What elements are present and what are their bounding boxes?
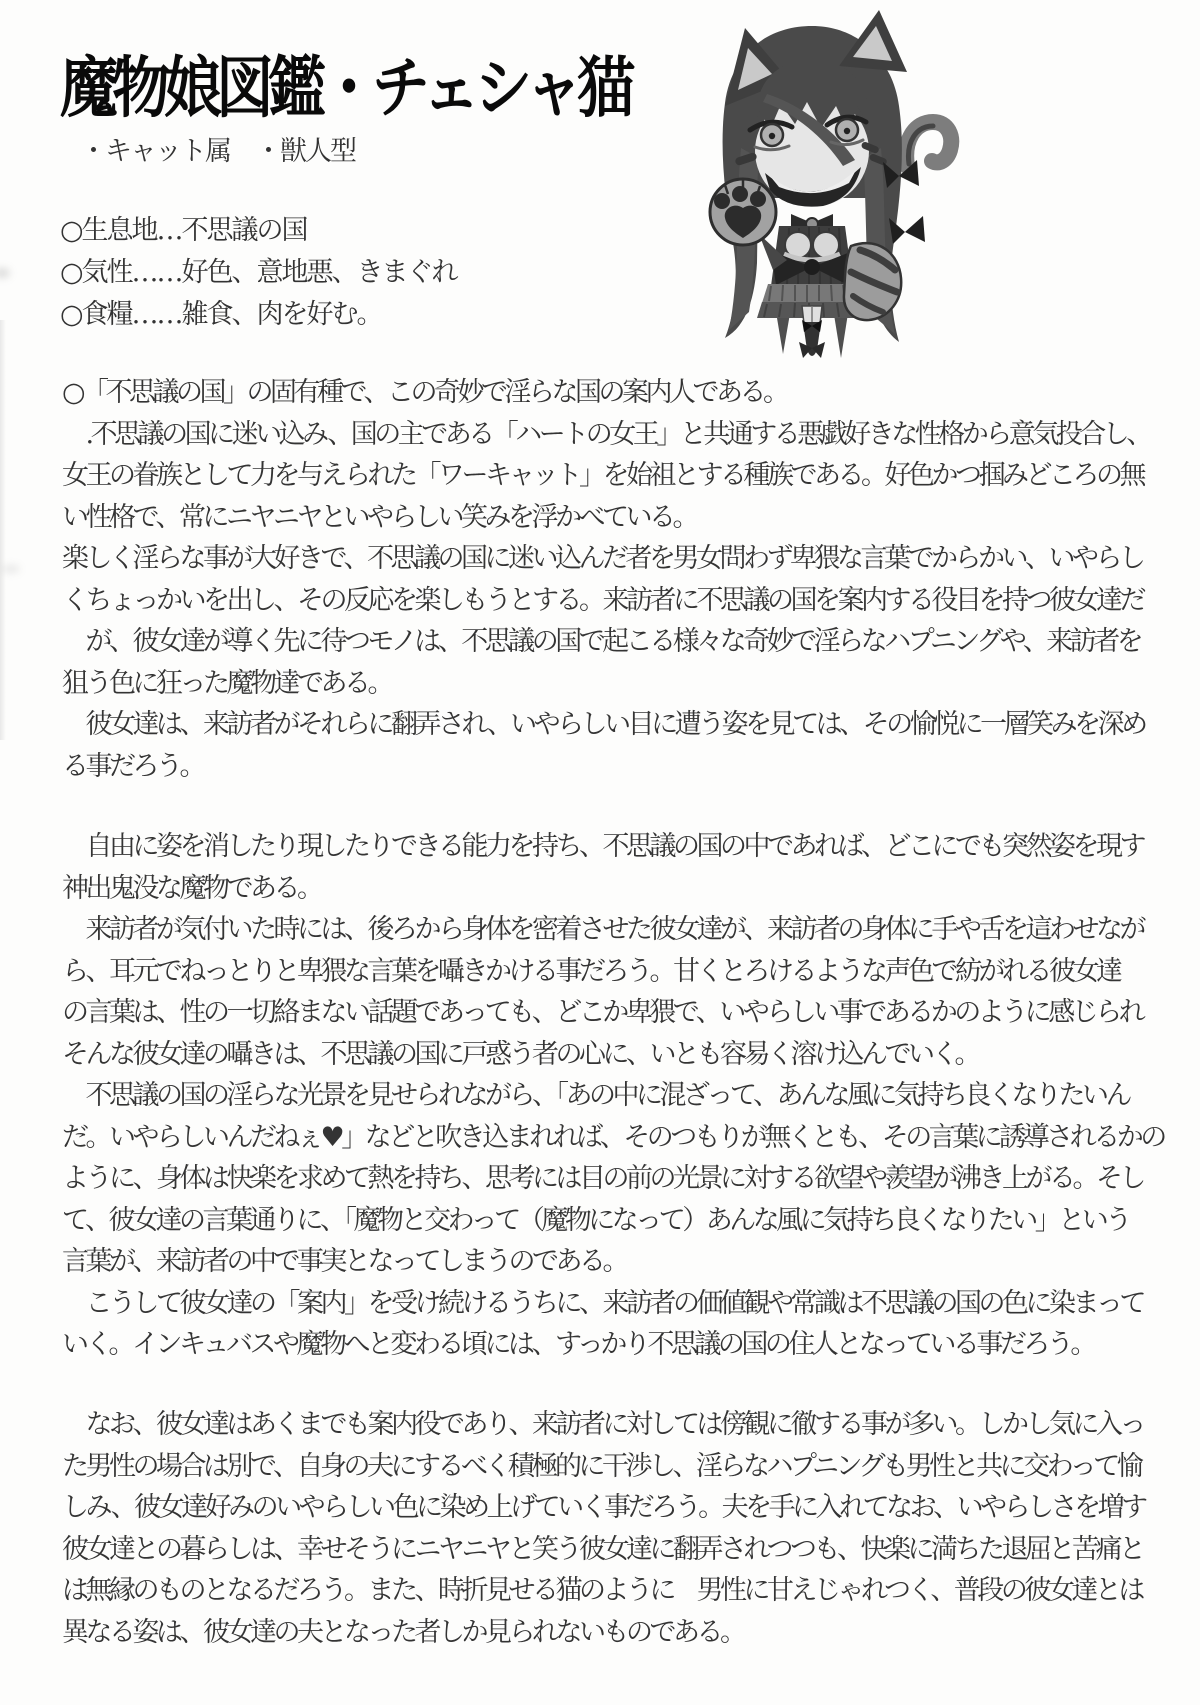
scan-smudge [0,268,10,278]
body-text-line: て、彼女達の言葉通りに、「魔物と交わって（魔物になって）あんな風に気持ち良くなりたい」という [62,1204,1129,1236]
body-text-line: しみ、彼女達好みのいやらしい色に染め上げていく事だろう。夫を手に入れてなお、いやらしさを増す [62,1492,1145,1523]
body-text-line: いく。インキュバスや魔物へと変わる頃には、すっかり不思議の国の住人となっている事だろう。 [62,1329,1094,1360]
body-text-line: くちょっかいを出し、その反応を楽しもうとする。来訪者に不思議の国を案内する役目を持つ彼女達だ [62,584,1143,616]
paragraph-block-relations [62,1404,1145,1653]
body-text-line: だ。いやらしいんだねぇ♥」などと吹き込まれれば、そのつもりが無くとも、その言葉に誘導されるかの [62,1121,1164,1153]
scan-edge-shadow [0,320,6,740]
body-text-line: ら、耳元でねっとりと卑猥な言葉を囁きかける事だろう。甘くとろけるような声色で紡がれる彼女達 [62,955,1120,987]
body-text-line: る事だろう。 [62,750,203,782]
profile-diet: ○食糧……雑食、肉を好む。 [60,299,382,330]
body-text-line: .不思議の国に迷い込み、国の主である「ハートの女王」と共通する悪戯好きな性格から意気投合し、 [62,418,1150,450]
profile-list [60,210,457,336]
page-title: 魔物娘図鑑・チェシャ猫 [60,48,630,127]
profile-habitat: ○生息地…不思議の国 [60,215,307,246]
body-text-line: い性格で、常にニヤニヤといやらしい笑みを浮かべている。 [62,501,696,533]
body-text-line: なお、彼女達はあくまでも案内役であり、来訪者に対しては傍観に徹する事が多い。しかし気に入っ [62,1409,1143,1440]
body-text-line: 楽しく淫らな事が大好きで、不思議の国に迷い込んだ者を男女問わず卑猥な言葉でからかい、いやらし [62,543,1143,574]
cat-tail [906,122,951,166]
legs-boots [799,306,825,358]
body-text-line: ○「不思議の国」の固有種で、この奇妙で淫らな国の案内人である。 [62,377,787,408]
body-text-line: 神出鬼没な魔物である。 [62,872,321,904]
body-text-line: ように、身体は快楽を求めて熱を持ち、思考には目の前の光景に対する欲望や羨望が沸き上がる。そし [62,1163,1143,1194]
body-text-line: 言葉が、来訪者の中で事実となってしまうのである。 [62,1246,626,1277]
cheshire-cat-illustration [655,8,965,368]
body-text-line: 異なる姿は、彼女達の夫となった者しか見られないものである。 [62,1616,744,1648]
body-text-line: た男性の場合は別で、自身の夫にするべく積極的に干渉し、淫らなハプニングも男性と共に交わって愉 [62,1450,1141,1482]
profile-disposition: ○気性……好色、意地悪、きまぐれ [60,257,457,288]
body-text-line: 自由に姿を消したり現したりできる能力を持ち、不思議の国の中であれば、どこにでも突然姿を現す [62,831,1143,862]
body-text-line: こうして彼女達の「案内」を受け続けるうちに、来訪者の価値観や常識は不思議の国の色に染まって [62,1287,1143,1319]
body-text-line: そんな彼女達の囁きは、不思議の国に戸惑う者の心に、いとも容易く溶け込んでいく。 [62,1038,978,1070]
paragraph-block-abilities [62,826,1164,1366]
body-text-line: 女王の眷族として力を与えられた「ワーキャット」を始祖とする種族である。好色かつ掴みどころの無 [62,460,1143,491]
paragraph-block-overview [62,372,1150,787]
body-text-line: が、彼女達が導く先に待つモノは、不思議の国で起こる様々な奇妙で淫らなハプニングや、来訪者を [62,626,1141,657]
species-type-line: ・キャット属 ・獣人型 [80,136,355,167]
striped-arm [844,243,901,320]
body-text-line: の言葉は、性の一切絡まない話題であっても、どこか卑猥で、いやらしい事であるかのように感じられ [62,997,1143,1028]
body-text-line: 来訪者が気付いた時には、後ろから身体を密着させた彼女達が、来訪者の身体に手や舌を這わせなが [62,914,1143,945]
body-text-line: 狙う色に狂った魔物達である。 [62,667,391,699]
body-text-line: 彼女達は、来訪者がそれらに翻弄され、いやらしい目に遭う姿を見ては、その愉悦に一層笑みを深め [62,709,1145,740]
body-text-line: 不思議の国の淫らな光景を見せられながら、「あの中に混ざって、あんな風に気持ち良くなりたいん [62,1080,1129,1111]
body-text-line: は無縁のものとなるだろう。また、時折見せる猫のように 男性に甘えじゃれつく、普段の彼女達とは [62,1575,1142,1606]
body-text-line: 彼女達との暮らしは、幸せそうにニヤニヤと笑う彼女達に翻弄されつつも、快楽に満ちた退屈と苦痛と [62,1533,1143,1565]
